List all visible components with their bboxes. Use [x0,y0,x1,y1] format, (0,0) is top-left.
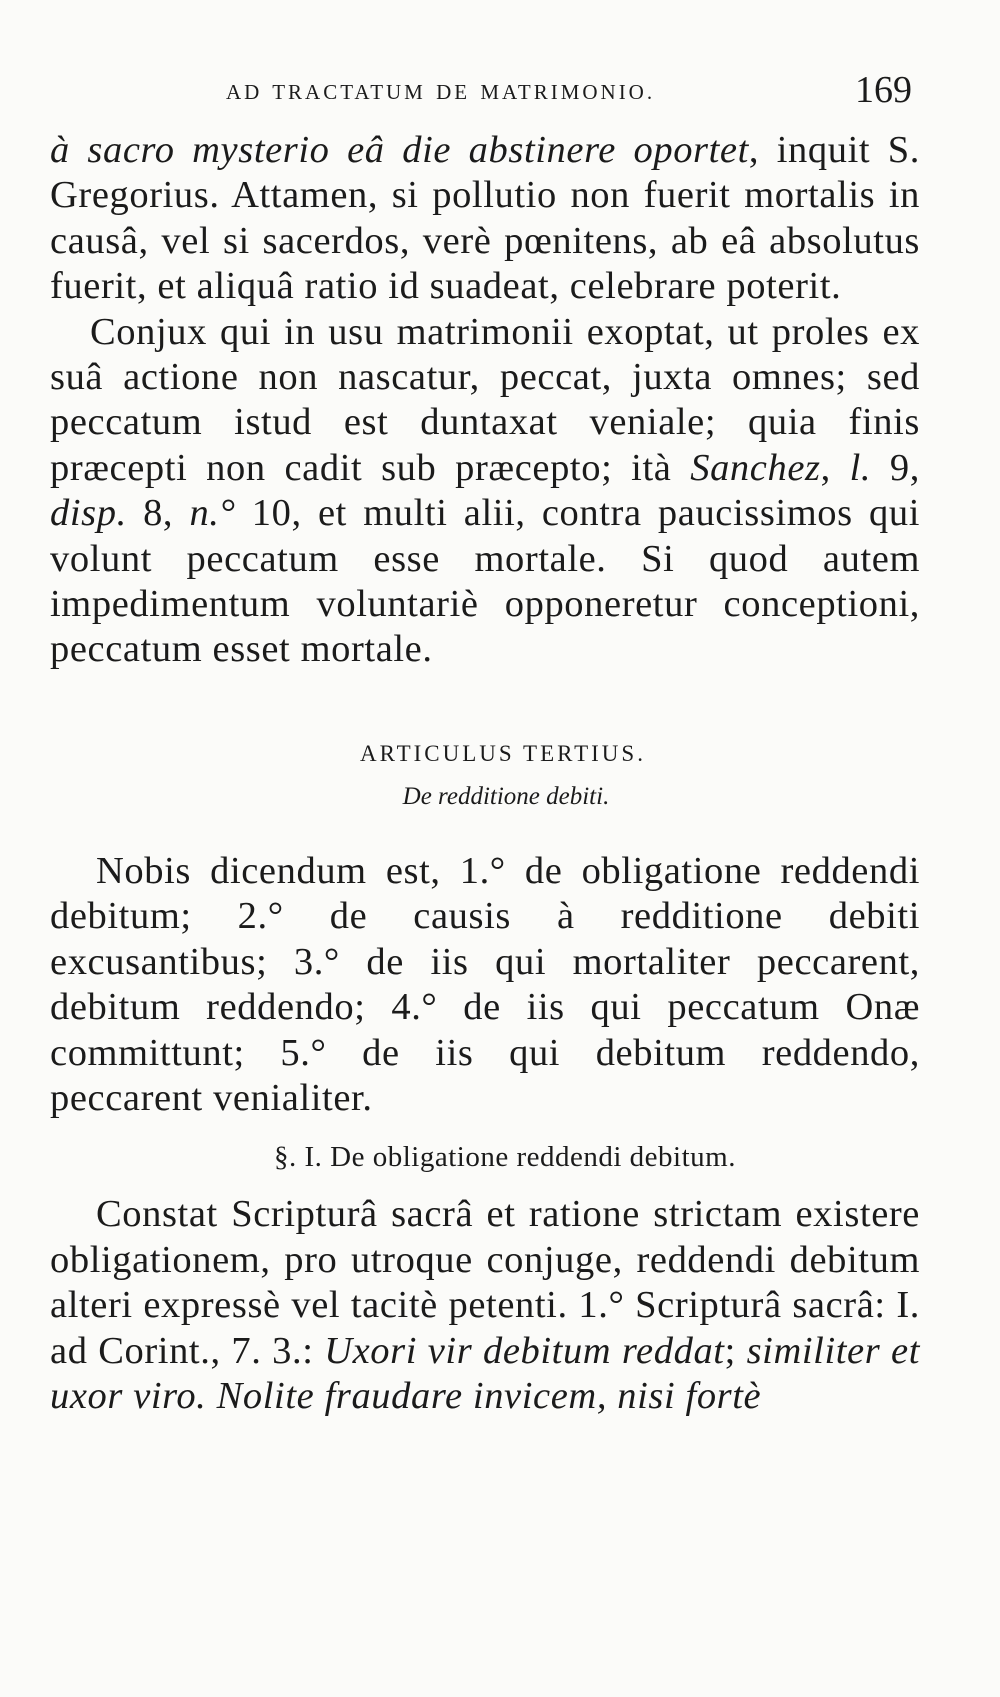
page-number: 169 [855,69,912,111]
text-italic: Uxori vir debitum reddat [324,1329,725,1372]
subsection-title: §. I. De obligatione reddendi debitum. [274,1141,736,1174]
text-italic: Sanchez [690,446,821,489]
running-title: AD TRACTATUM DE MATRIMONIO. [226,80,656,104]
text-span: , inquit S. Gregorius. Attamen, si pollutio non fuerit mortalis in causâ, vel si sacerdos, verè pœnitens, ab eâ absolutus fuerit, et aliquâ ratio id suadeat, celebrare poterit. [50,129,920,308]
text-italic: similiter et uxor viro. Nolite fraudare invicem, nisi fortè [50,1329,921,1417]
paragraph [50,310,920,673]
section-subtitle: De redditione debiti. [402,782,610,810]
book-page [50,60,920,1419]
paragraph [50,1192,920,1419]
text-span: 9, [871,446,920,489]
text-span: , [820,446,850,489]
text-span: 8, [126,492,190,535]
text-italic: n.° [189,492,236,535]
text-span: Conjux qui in usu matrimonii exoptat, ut proles ex suâ actione non nascatur, peccat, juxta omnes; sed peccatum istud est duntaxat veniale; quia finis præcepti non cadit sub præcepto; ità [50,310,920,489]
text-italic: l. [849,446,872,489]
text-span: ; [724,1329,747,1372]
section-title: ARTICULUS TERTIUS. [360,740,646,766]
text-italic: à sacro mysterio eâ die abstinere oportet [50,129,749,171]
body-text [50,128,920,1419]
paragraph [50,128,920,310]
paragraph: Nobis dicendum est, 1.° de obligatione reddendi debitum; 2.° de causis à redditione debiti excusantibus; 3.° de iis qui mortaliter peccarent, debitum reddendo; 4.° de iis qui peccatum Onæ committunt; 5.° de iis qui debitum reddendo, peccarent venialiter. [50,849,920,1119]
text-span: Constat Scripturâ sacrâ et ratione strictam existere obligationem, pro utroque conjuge, reddendi debitum alteri expressè vel tacitè petenti. 1.° Scripturâ sacrâ: I. ad Corint., 7. 3.: [50,1193,920,1372]
text-span: 10, et multi alii, contra paucissimos qui volunt peccatum esse mortale. Si quod autem impedimentum voluntariè opponeretur conceptioni, peccatum esset mortale. [50,492,920,671]
running-head [50,60,920,112]
text-italic: disp. [50,492,127,535]
